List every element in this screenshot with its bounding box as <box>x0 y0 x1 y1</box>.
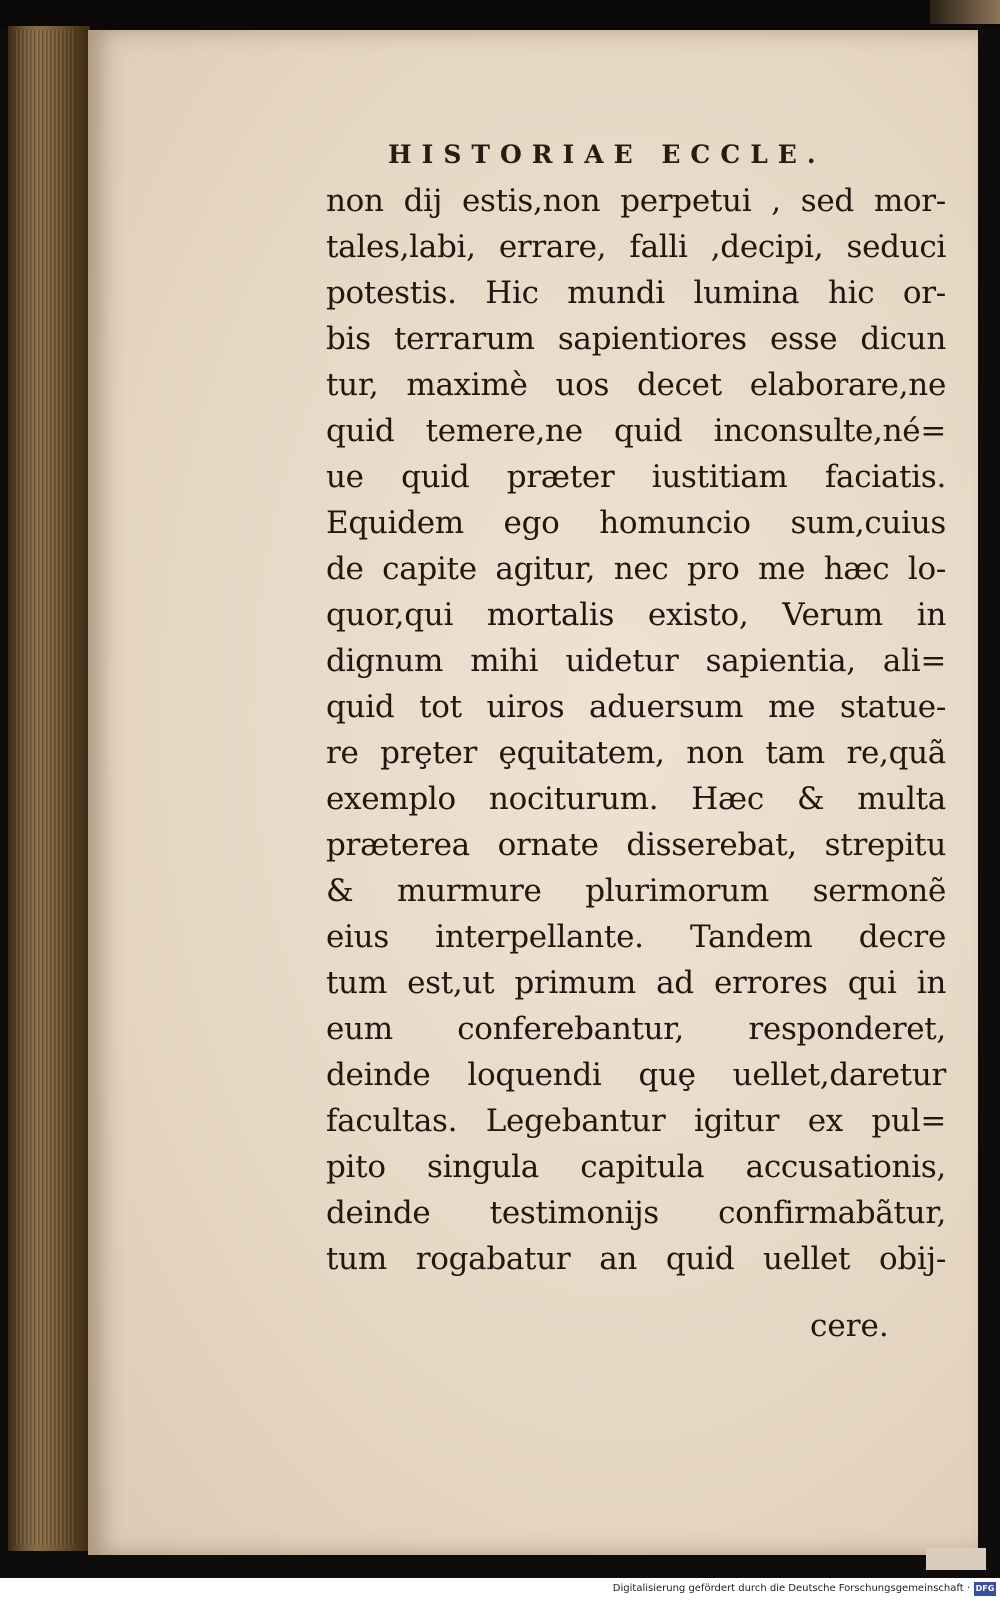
text-line: & murmure plurimorum sermonẽ <box>326 873 946 909</box>
text-line: facultas. Legebantur igitur ex pul= <box>326 1103 946 1139</box>
text-line: non dij estis,non perpetui , sed mor- <box>326 183 946 219</box>
text-line: quor,qui mortalis existo, Verum in <box>326 597 946 633</box>
funding-credit: Digitalisierung gefördert durch die Deutsche Forschungsgemeinschaft · <box>612 1583 970 1594</box>
text-line: tum est,ut primum ad errores qui in <box>326 965 946 1001</box>
text-line: de capite agitur, nec pro me hæc lo- <box>326 551 946 587</box>
text-line: tum rogabatur an quid uellet obij- <box>326 1241 946 1277</box>
text-line: tur, maximè uos decet elaborare,ne <box>326 367 946 403</box>
text-line: bis terrarum sapientiores esse dicun <box>326 321 946 357</box>
text-line: re prȩter ȩquitatem, non tam re,quã <box>326 735 946 771</box>
text-line: potestis. Hic mundi lumina hic or- <box>326 275 946 311</box>
text-line: ue quid præter iustitiam faciatis. <box>326 459 946 495</box>
book-page <box>88 30 978 1555</box>
text-line: Equidem ego homuncio sum,cuius <box>326 505 946 541</box>
text-line: quid tot uiros aduersum me statue- <box>326 689 946 725</box>
top-shadow <box>0 0 1000 30</box>
text-line: deinde loquendi quȩ uellet,daretur <box>326 1057 946 1093</box>
text-line: præterea ornate disserebat, strepitu <box>326 827 946 863</box>
text-line: dignum mihi uidetur sapientia, ali= <box>326 643 946 679</box>
body-text <box>326 178 946 1282</box>
page-stack-lines <box>14 30 76 1545</box>
catchword: cere. <box>810 1308 889 1344</box>
digitization-footer <box>0 1578 1000 1603</box>
dfg-logo-icon: DFG <box>974 1582 996 1596</box>
corner-page-fragment <box>930 0 1000 24</box>
text-line: deinde testimonijs confirmabãtur, <box>326 1195 946 1231</box>
text-line: eum conferebantur, responderet, <box>326 1011 946 1047</box>
text-line: pito singula capitula accusationis, <box>326 1149 946 1185</box>
text-line: quid temere,ne quid inconsulte,né= <box>326 413 946 449</box>
text-line: exemplo nociturum. Hæc & multa <box>326 781 946 817</box>
running-head: HISTORIAE ECCLE. <box>388 140 826 169</box>
corner-page-fragment-bottom <box>926 1548 986 1570</box>
text-line: eius interpellante. Tandem decre <box>326 919 946 955</box>
text-line: tales,labi, errare, falli ,decipi, seduci <box>326 229 946 265</box>
